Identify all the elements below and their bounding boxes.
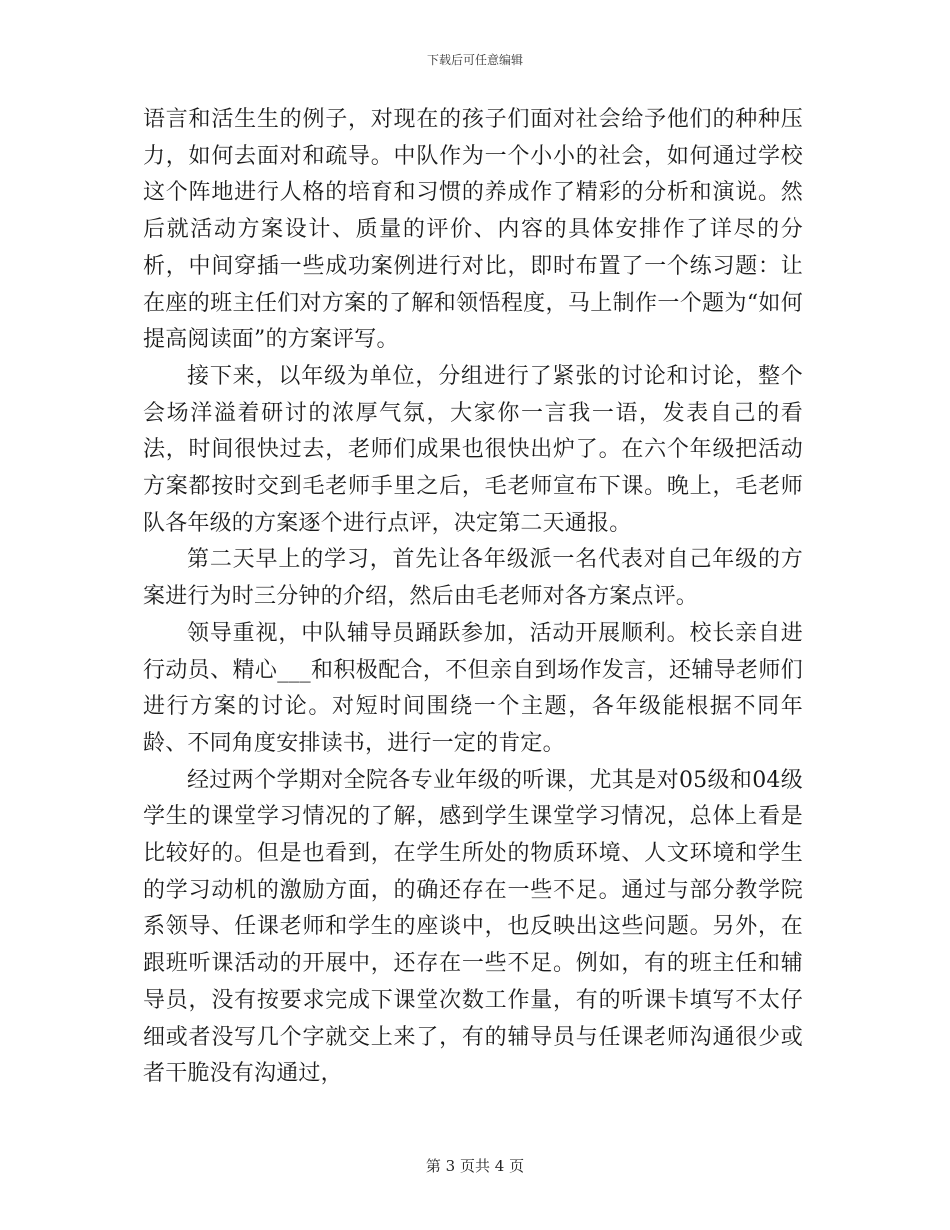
paragraph-2: 接下来，以年级为单位，分组进行了紧张的讨论和讨论，整个会场洋溢着研讨的浓厚气氛，大家你一言我一语，发表自己的看法，时间很快过去，老师们成果也很快出炉了。在六个年级把活动方案都按时交到毛老师手里之后，毛老师宣布下课。晚上，毛老师队各年级的方案逐个进行点评，决定第二天通报。 [143, 363, 803, 536]
paragraph-3: 第二天早上的学习，首先让各年级派一名代表对自己年级的方案进行为时三分钟的介绍，然后由毛老师对各方案点评。 [143, 547, 803, 610]
page-footer: 第 3 页共 4 页 [425, 1157, 525, 1175]
paragraph-5: 经过两个学期对全院各专业年级的听课，尤其是对05级和04级学生的课堂学习情况的了解，感到学生课堂学习情况，总体上看是比较好的。但是也看到，在学生所处的物质环境、人文环境和学生的学习动机的激励方面，的确还存在一些不足。通过与部分教学院系领导、任课老师和学生的座谈中，也反映出这些问题。另外，在跟班听课活动的开展中，还存在一些不足。例如，有的班主任和辅导员，没有按要求完成下课堂次数工作量，有的听课卡填写不太仔细或者没写几个字就交上来了，有的辅导员与任课老师沟通很少或者干脆没有沟通过， [143, 767, 803, 1087]
paragraph-1: 语言和活生生的例子，对现在的孩子们面对社会给予他们的种种压力，如何去面对和疏导。中队作为一个小小的社会，如何通过学校这个阵地进行人格的培育和习惯的养成作了精彩的分析和演说。然后就活动方案设计、质量的评价、内容的具体安排作了详尽的分析，中间穿插一些成功案例进行对比，即时布置了一个练习题：让在座的班主任们对方案的了解和领悟程度，马上制作一个题为“如何提高阅读面”的方案评写。 [143, 107, 803, 353]
paragraph-4: 领导重视，中队辅导员踊跃参加，活动开展顺利。校长亲自进行动员、精心___和积极配合，不但亲自到场作发言，还辅导老师们进行方案的讨论。对短时间围绕一个主题，各年级能根据不同年龄、不同角度安排读书，进行一定的肯定。 [143, 620, 803, 756]
page-header: 下载后可任意编辑 [426, 53, 523, 67]
body-text [143, 102, 803, 1093]
